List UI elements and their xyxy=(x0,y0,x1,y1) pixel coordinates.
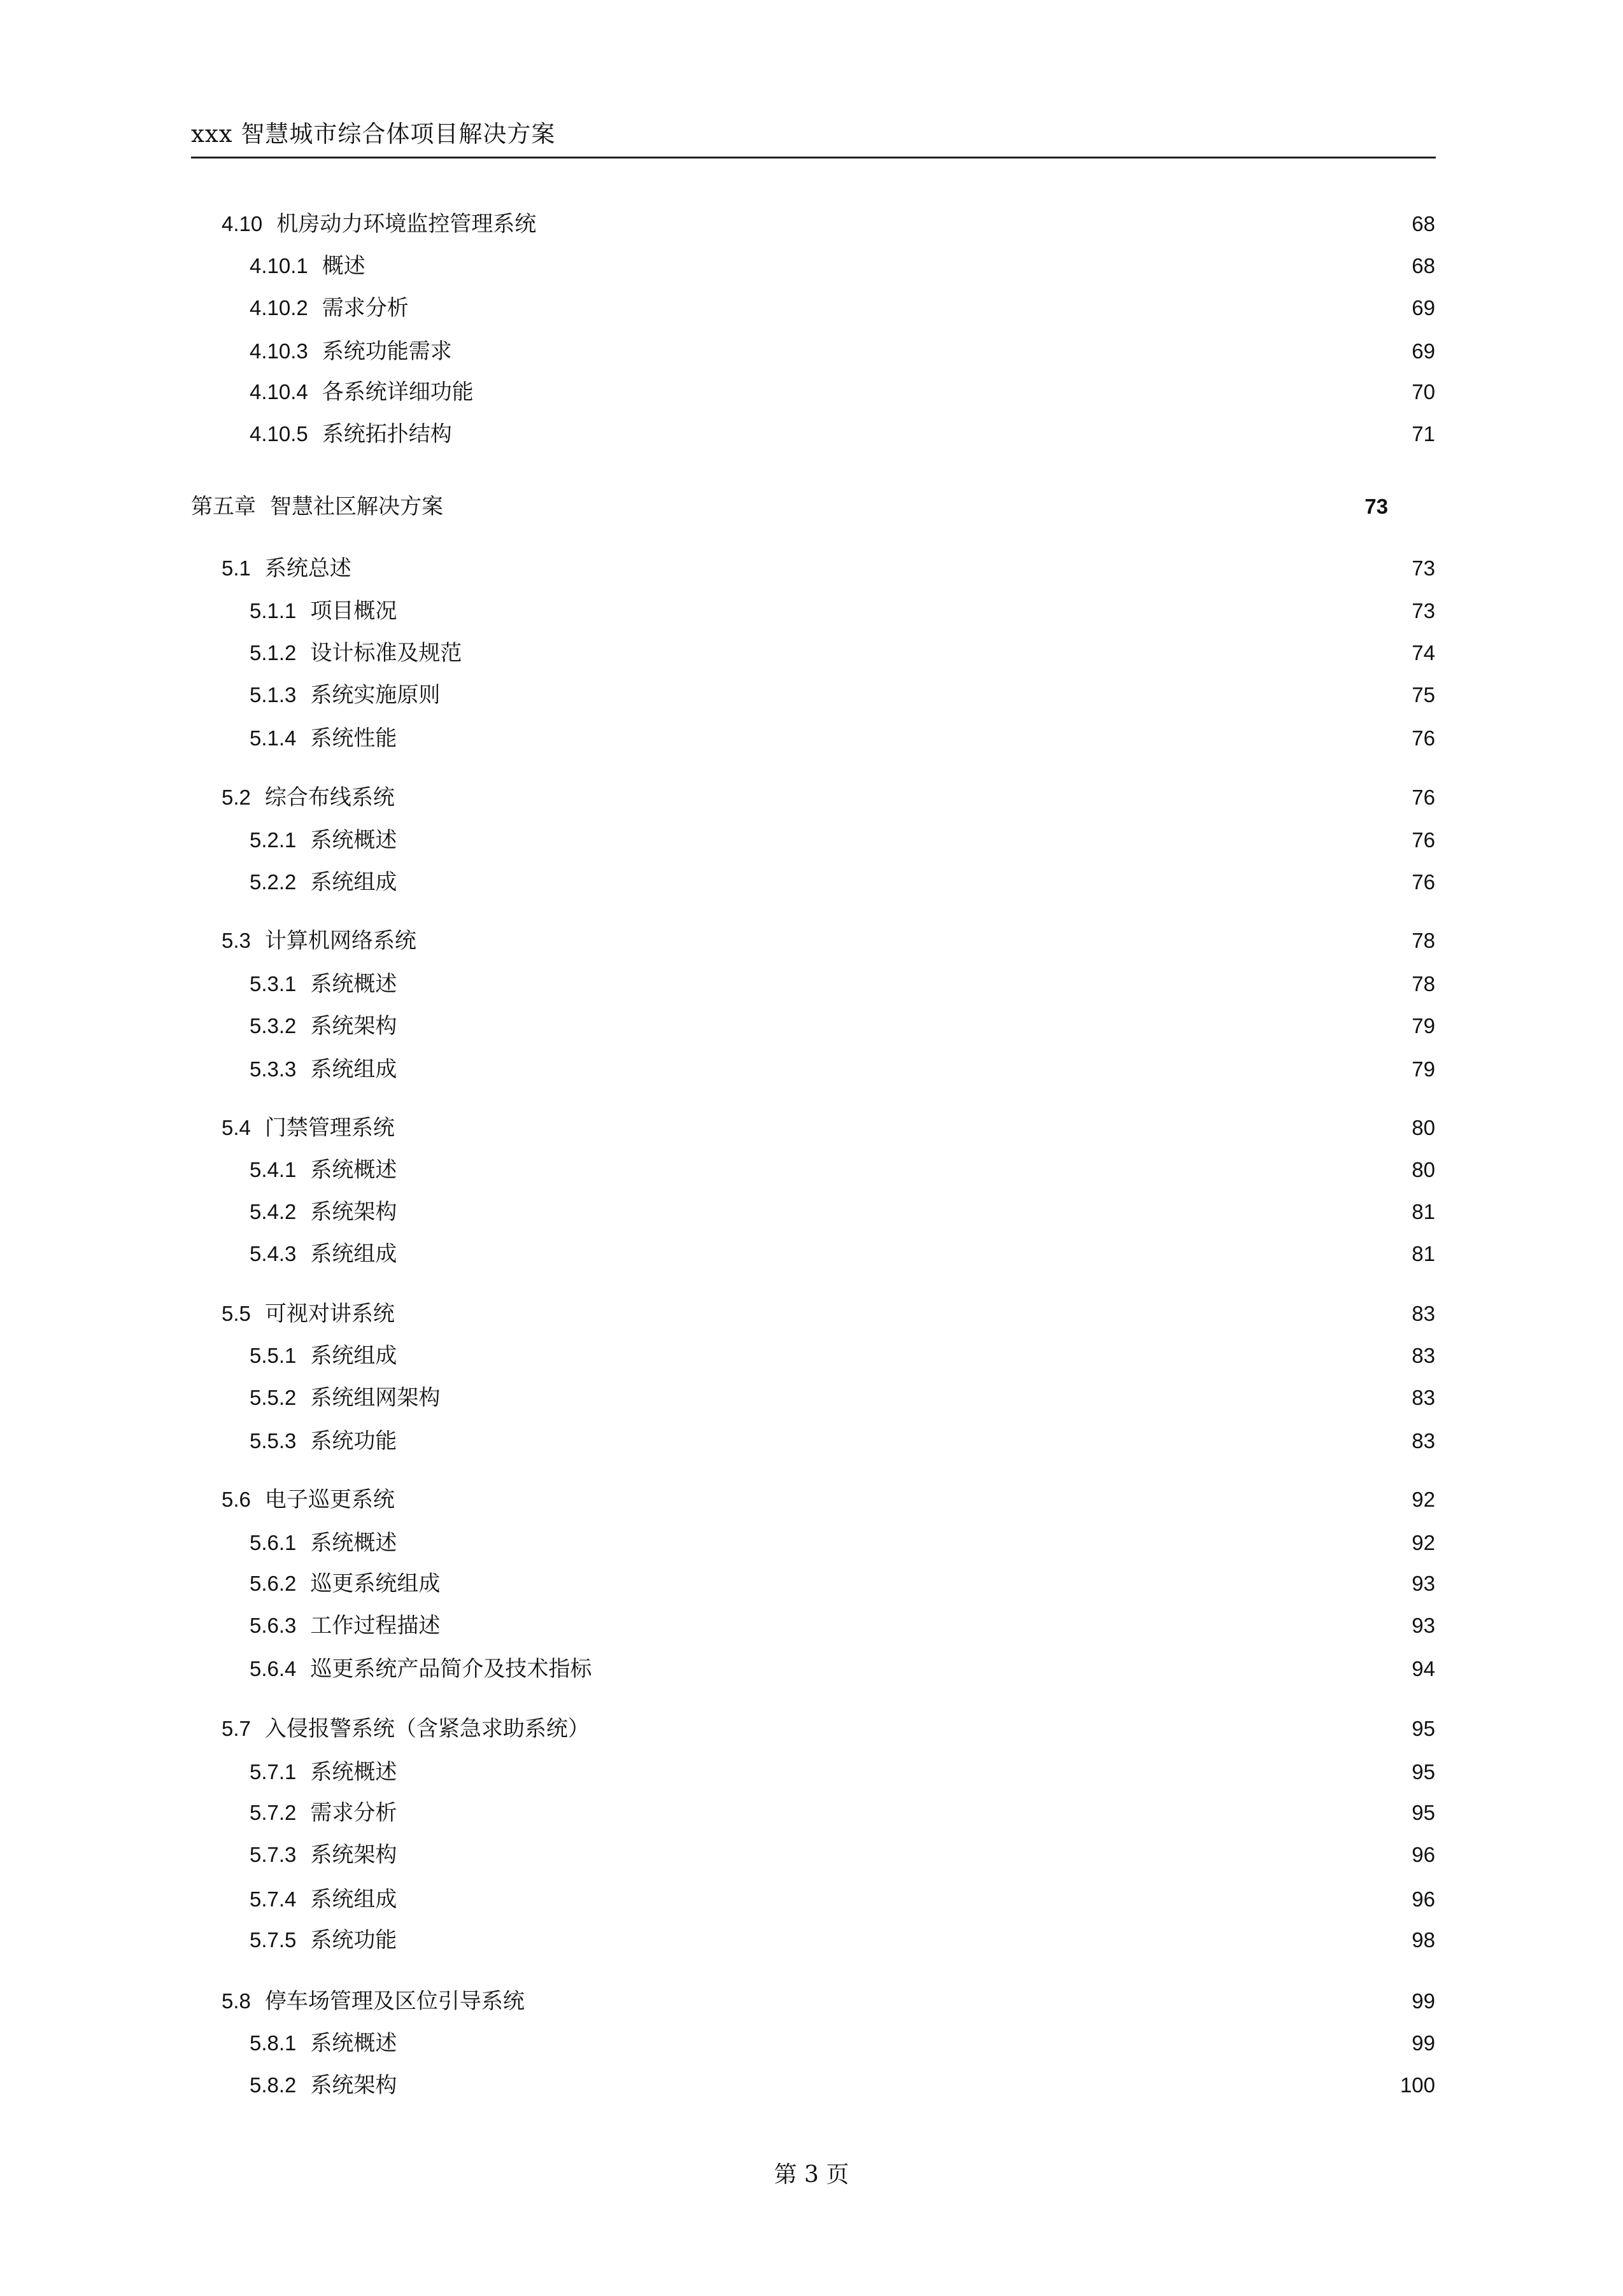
page-number: 第 3 页 xyxy=(774,2162,849,2188)
toc-entry-page: 83 xyxy=(1412,1429,1435,1453)
toc-entry-page: 74 xyxy=(1412,641,1435,665)
toc-entry-title: 停车场管理及区位引导系统 xyxy=(264,1989,525,2014)
toc-entry-page: 69 xyxy=(1412,296,1435,320)
toc-entry-number: 5.5 xyxy=(222,1302,251,1325)
toc-entry-number: 5.3.1 xyxy=(250,972,297,996)
toc-dot-leader xyxy=(451,1610,1407,1641)
toc-entry-title: 系统组成 xyxy=(310,1343,397,1369)
toc-entry[interactable] xyxy=(250,1568,1435,1599)
toc-dot-leader xyxy=(406,1484,1407,1515)
toc-dot-leader xyxy=(603,1654,1407,1684)
toc-entry-page: 93 xyxy=(1412,1572,1435,1595)
toc-entry[interactable] xyxy=(222,926,1435,956)
toc-dot-leader xyxy=(408,969,1407,999)
toc-entry-page: 98 xyxy=(1412,1928,1435,1952)
toc-dot-leader xyxy=(548,209,1407,239)
toc-entry-title: 系统概述 xyxy=(310,1157,397,1183)
toc-entry-page: 99 xyxy=(1412,2031,1435,2055)
toc-entry-page: 83 xyxy=(1412,1302,1435,1325)
toc-dot-leader xyxy=(428,926,1407,956)
toc-entry[interactable] xyxy=(250,1054,1435,1085)
toc-entry-page: 92 xyxy=(1412,1488,1435,1511)
toc-entry[interactable] xyxy=(250,2070,1435,2101)
toc-dot-leader xyxy=(408,1011,1407,1041)
toc-entry[interactable] xyxy=(250,1155,1435,1185)
toc-entry-title: 综合布线系统 xyxy=(264,785,395,810)
toc-entry-title: 系统组成 xyxy=(310,870,397,895)
toc-entry[interactable] xyxy=(250,293,1435,323)
toc-entry[interactable] xyxy=(250,969,1435,999)
toc-entry[interactable] xyxy=(222,1484,1435,1515)
toc-entry-number: 5.4 xyxy=(222,1116,251,1139)
toc-entry-page: 80 xyxy=(1412,1158,1435,1181)
toc-entry-number: 5.1.1 xyxy=(250,599,297,623)
toc-entry-page: 76 xyxy=(1412,870,1435,894)
toc-entry-page: 95 xyxy=(1412,1760,1435,1784)
toc-dot-leader xyxy=(464,336,1407,367)
toc-entry-number: 5.6.1 xyxy=(250,1531,297,1554)
toc-dot-leader xyxy=(408,867,1407,898)
toc-entry-page: 75 xyxy=(1412,683,1435,707)
toc-entry-title: 可视对讲系统 xyxy=(264,1301,395,1327)
toc-entry-number: 5.2.2 xyxy=(250,870,297,894)
toc-entry-title: 机房动力环境监控管理系统 xyxy=(276,211,537,237)
toc-entry-number: 4.10.3 xyxy=(250,339,308,363)
toc-dot-leader xyxy=(408,1054,1407,1085)
toc-entry-number: 5.7.3 xyxy=(250,1843,297,1866)
toc-entry[interactable] xyxy=(250,680,1435,710)
toc-entry[interactable] xyxy=(250,825,1435,856)
toc-dot-leader xyxy=(451,680,1407,710)
toc-entry-title: 设计标准及规范 xyxy=(310,640,462,666)
toc-entry-title: 各系统详细功能 xyxy=(322,379,474,405)
toc-entry-title: 系统实施原则 xyxy=(310,682,441,708)
toc-entry-page: 76 xyxy=(1412,785,1435,809)
toc-entry-number: 第五章 xyxy=(191,494,256,519)
toc-entry[interactable] xyxy=(250,419,1435,449)
toc-entry[interactable] xyxy=(250,1197,1435,1227)
toc-entry[interactable] xyxy=(250,251,1435,281)
toc-entry-title: 系统概述 xyxy=(310,1759,397,1785)
toc-entry-number: 5.1.3 xyxy=(250,683,297,707)
toc-entry-page: 93 xyxy=(1412,1614,1435,1637)
toc-entry-number: 4.10.2 xyxy=(250,296,308,320)
toc-entry-title: 概述 xyxy=(322,253,365,279)
toc-dot-leader xyxy=(408,2070,1395,2101)
toc-entry[interactable] xyxy=(222,553,1435,584)
toc-entry-number: 5.2.1 xyxy=(250,828,297,852)
toc-entry-number: 5.8 xyxy=(222,1989,251,2013)
toc-entry-title: 系统组网架构 xyxy=(310,1385,441,1411)
toc-dot-leader xyxy=(408,2028,1407,2059)
toc-dot-leader xyxy=(451,1383,1407,1413)
toc-entry-page: 79 xyxy=(1412,1057,1435,1081)
document-title: xxx 智慧城市综合体项目解决方案 xyxy=(191,120,556,148)
toc-entry-number: 5.5.3 xyxy=(250,1429,297,1453)
toc-entry-title: 计算机网络系统 xyxy=(264,928,416,954)
toc-entry-number: 5.6.2 xyxy=(250,1572,297,1595)
toc-dot-leader xyxy=(464,419,1407,449)
toc-dot-leader xyxy=(377,251,1407,281)
toc-dot-leader xyxy=(455,491,1359,522)
toc-entry-page: 83 xyxy=(1412,1344,1435,1367)
toc-entry[interactable] xyxy=(250,1925,1435,1955)
toc-dot-leader xyxy=(536,1986,1407,2017)
toc-entry-number: 5.7 xyxy=(222,1717,251,1740)
toc-entry-title: 需求分析 xyxy=(322,295,409,321)
toc-entry[interactable] xyxy=(250,1011,1435,1041)
toc-entry-page: 96 xyxy=(1412,1843,1435,1866)
toc-entry-page: 94 xyxy=(1412,1657,1435,1680)
toc-entry-page: 68 xyxy=(1412,254,1435,278)
toc-entry-number: 4.10.4 xyxy=(250,380,308,404)
toc-dot-leader xyxy=(408,825,1407,856)
toc-entry-title: 电子巡更系统 xyxy=(264,1487,395,1512)
toc-entry-number: 5.5.1 xyxy=(250,1344,297,1367)
toc-entry-number: 5.7.1 xyxy=(250,1760,297,1784)
toc-dot-leader xyxy=(601,1714,1407,1744)
toc-entry-title: 系统组成 xyxy=(310,1887,397,1912)
toc-dot-leader xyxy=(473,638,1407,668)
toc-entry-number: 5.8.1 xyxy=(250,2031,297,2055)
toc-entry[interactable] xyxy=(222,782,1435,813)
toc-entry-title: 系统架构 xyxy=(310,1842,397,1868)
toc-entry-number: 5.4.2 xyxy=(250,1200,297,1223)
toc-entry-number: 5.3.2 xyxy=(250,1014,297,1038)
toc-entry-number: 5.3.3 xyxy=(250,1057,297,1081)
toc-entry[interactable] xyxy=(250,1341,1435,1371)
toc-dot-leader xyxy=(408,1884,1407,1915)
toc-entry-page: 79 xyxy=(1412,1014,1435,1038)
toc-entry-title: 入侵报警系统（含紧急求助系统） xyxy=(264,1716,590,1742)
toc-entry[interactable] xyxy=(222,1986,1435,2017)
toc-dot-leader xyxy=(406,1299,1407,1329)
toc-entry-page: 80 xyxy=(1412,1116,1435,1139)
toc-entry-title: 智慧社区解决方案 xyxy=(270,494,443,519)
toc-dot-leader xyxy=(451,1568,1407,1599)
toc-entry[interactable] xyxy=(250,377,1435,407)
toc-entry-page: 99 xyxy=(1412,1989,1435,2013)
toc-entry-title: 系统组成 xyxy=(310,1241,397,1267)
toc-entry[interactable] xyxy=(250,1528,1435,1558)
toc-entry[interactable] xyxy=(222,1113,1435,1143)
toc-entry-page: 73 xyxy=(1364,495,1388,518)
toc-entry-title: 系统功能 xyxy=(310,1428,397,1454)
toc-entry-number: 5.6.3 xyxy=(250,1614,297,1637)
toc-entry-page: 76 xyxy=(1412,828,1435,852)
toc-entry[interactable] xyxy=(250,1654,1435,1684)
toc-entry-title: 系统总述 xyxy=(264,556,351,581)
toc-entry[interactable] xyxy=(250,1610,1435,1641)
toc-entry-page: 68 xyxy=(1412,212,1435,236)
toc-entry[interactable] xyxy=(250,867,1435,898)
toc-entry-title: 巡更系统组成 xyxy=(310,1571,441,1596)
toc-entry-title: 系统概述 xyxy=(310,2031,397,2056)
toc-entry[interactable] xyxy=(250,1426,1435,1456)
toc-dot-leader xyxy=(408,1239,1407,1269)
toc-entry[interactable] xyxy=(222,1299,1435,1329)
toc-entry-page: 92 xyxy=(1412,1531,1435,1554)
toc-entry-title: 系统架构 xyxy=(310,2073,397,2098)
toc-entry-page: 81 xyxy=(1412,1200,1435,1223)
toc-entry[interactable] xyxy=(250,596,1435,626)
toc-entry-title: 需求分析 xyxy=(310,1800,397,1826)
toc-entry-page: 95 xyxy=(1412,1801,1435,1824)
toc-entry-number: 5.7.4 xyxy=(250,1887,297,1911)
toc-entry[interactable] xyxy=(250,1884,1435,1915)
toc-entry-number: 4.10.5 xyxy=(250,422,308,446)
toc-entry-page: 100 xyxy=(1400,2073,1435,2097)
toc-entry-page: 81 xyxy=(1412,1242,1435,1265)
toc-dot-leader xyxy=(408,1925,1407,1955)
toc-entry-number: 5.3 xyxy=(222,929,251,952)
toc-dot-leader xyxy=(408,1341,1407,1371)
toc-entry-title: 门禁管理系统 xyxy=(264,1115,395,1141)
toc-dot-leader xyxy=(408,723,1407,754)
toc-dot-leader xyxy=(408,1528,1407,1558)
toc-entry-title: 项目概况 xyxy=(310,598,397,624)
toc-entry-title: 系统概述 xyxy=(310,971,397,997)
toc-entry-title: 系统概述 xyxy=(310,828,397,853)
toc-entry-page: 69 xyxy=(1412,339,1435,363)
toc-entry[interactable] xyxy=(222,209,1435,239)
toc-dot-leader xyxy=(408,1197,1407,1227)
toc-entry-page: 76 xyxy=(1412,726,1435,750)
toc-entry-title: 系统架构 xyxy=(310,1013,397,1039)
toc-entry-page: 95 xyxy=(1412,1717,1435,1740)
toc-entry[interactable] xyxy=(250,2028,1435,2059)
toc-entry-title: 系统性能 xyxy=(310,726,397,751)
toc-entry-number: 5.1.4 xyxy=(250,726,297,750)
toc-entry-page: 83 xyxy=(1412,1386,1435,1409)
toc-entry-number: 4.10 xyxy=(222,212,263,236)
toc-entry-number: 5.7.5 xyxy=(250,1928,297,1952)
toc-entry-page: 78 xyxy=(1412,972,1435,996)
toc-entry-page: 73 xyxy=(1412,599,1435,623)
toc-dot-leader xyxy=(408,1757,1407,1787)
toc-entry-number: 5.1.2 xyxy=(250,641,297,665)
toc-entry-title: 系统架构 xyxy=(310,1199,397,1225)
toc-entry[interactable] xyxy=(250,1840,1435,1870)
toc-entry-number: 5.1 xyxy=(222,556,251,580)
toc-dot-leader xyxy=(408,1798,1407,1828)
toc-entry-number: 5.8.2 xyxy=(250,2073,297,2097)
toc-entry-title: 系统功能 xyxy=(310,1927,397,1953)
toc-entry-number: 5.4.3 xyxy=(250,1242,297,1265)
toc-entry-title: 巡更系统产品简介及技术指标 xyxy=(310,1656,592,1682)
toc-dot-leader xyxy=(408,1426,1407,1456)
toc-entry[interactable] xyxy=(250,638,1435,668)
toc-entry-title: 系统概述 xyxy=(310,1530,397,1556)
toc-dot-leader xyxy=(408,1155,1407,1185)
toc-entry-page: 78 xyxy=(1412,929,1435,952)
toc-dot-leader xyxy=(408,1840,1407,1870)
toc-entry-title: 系统组成 xyxy=(310,1057,397,1082)
toc-chapter-entry[interactable] xyxy=(191,491,1388,522)
toc-entry[interactable] xyxy=(250,1239,1435,1269)
toc-entry-number: 5.2 xyxy=(222,785,251,809)
toc-entry[interactable] xyxy=(222,1714,1435,1744)
toc-dot-leader xyxy=(363,553,1407,584)
toc-entry-number: 4.10.1 xyxy=(250,254,308,278)
toc-dot-leader xyxy=(420,293,1407,323)
toc-entry-title: 系统拓扑结构 xyxy=(322,421,452,447)
toc-dot-leader xyxy=(406,782,1407,813)
toc-entry[interactable] xyxy=(250,1757,1435,1787)
toc-entry-number: 5.6 xyxy=(222,1488,251,1511)
toc-entry-page: 70 xyxy=(1412,380,1435,404)
toc-entry[interactable] xyxy=(250,1383,1435,1413)
toc-entry[interactable] xyxy=(250,723,1435,754)
toc-entry[interactable] xyxy=(250,1798,1435,1828)
toc-entry-title: 系统功能需求 xyxy=(322,339,452,364)
toc-entry-page: 73 xyxy=(1412,556,1435,580)
toc-entry-number: 5.7.2 xyxy=(250,1801,297,1824)
toc-entry-number: 5.4.1 xyxy=(250,1158,297,1181)
toc-entry-title: 工作过程描述 xyxy=(310,1613,441,1638)
toc-dot-leader xyxy=(406,1113,1407,1143)
toc-dot-leader xyxy=(485,377,1407,407)
toc-entry-number: 5.5.2 xyxy=(250,1386,297,1409)
toc-entry-page: 71 xyxy=(1412,422,1435,446)
toc-dot-leader xyxy=(408,596,1407,626)
toc-entry-number: 5.6.4 xyxy=(250,1657,297,1680)
toc-entry-page: 96 xyxy=(1412,1887,1435,1911)
toc-entry[interactable] xyxy=(250,336,1435,367)
